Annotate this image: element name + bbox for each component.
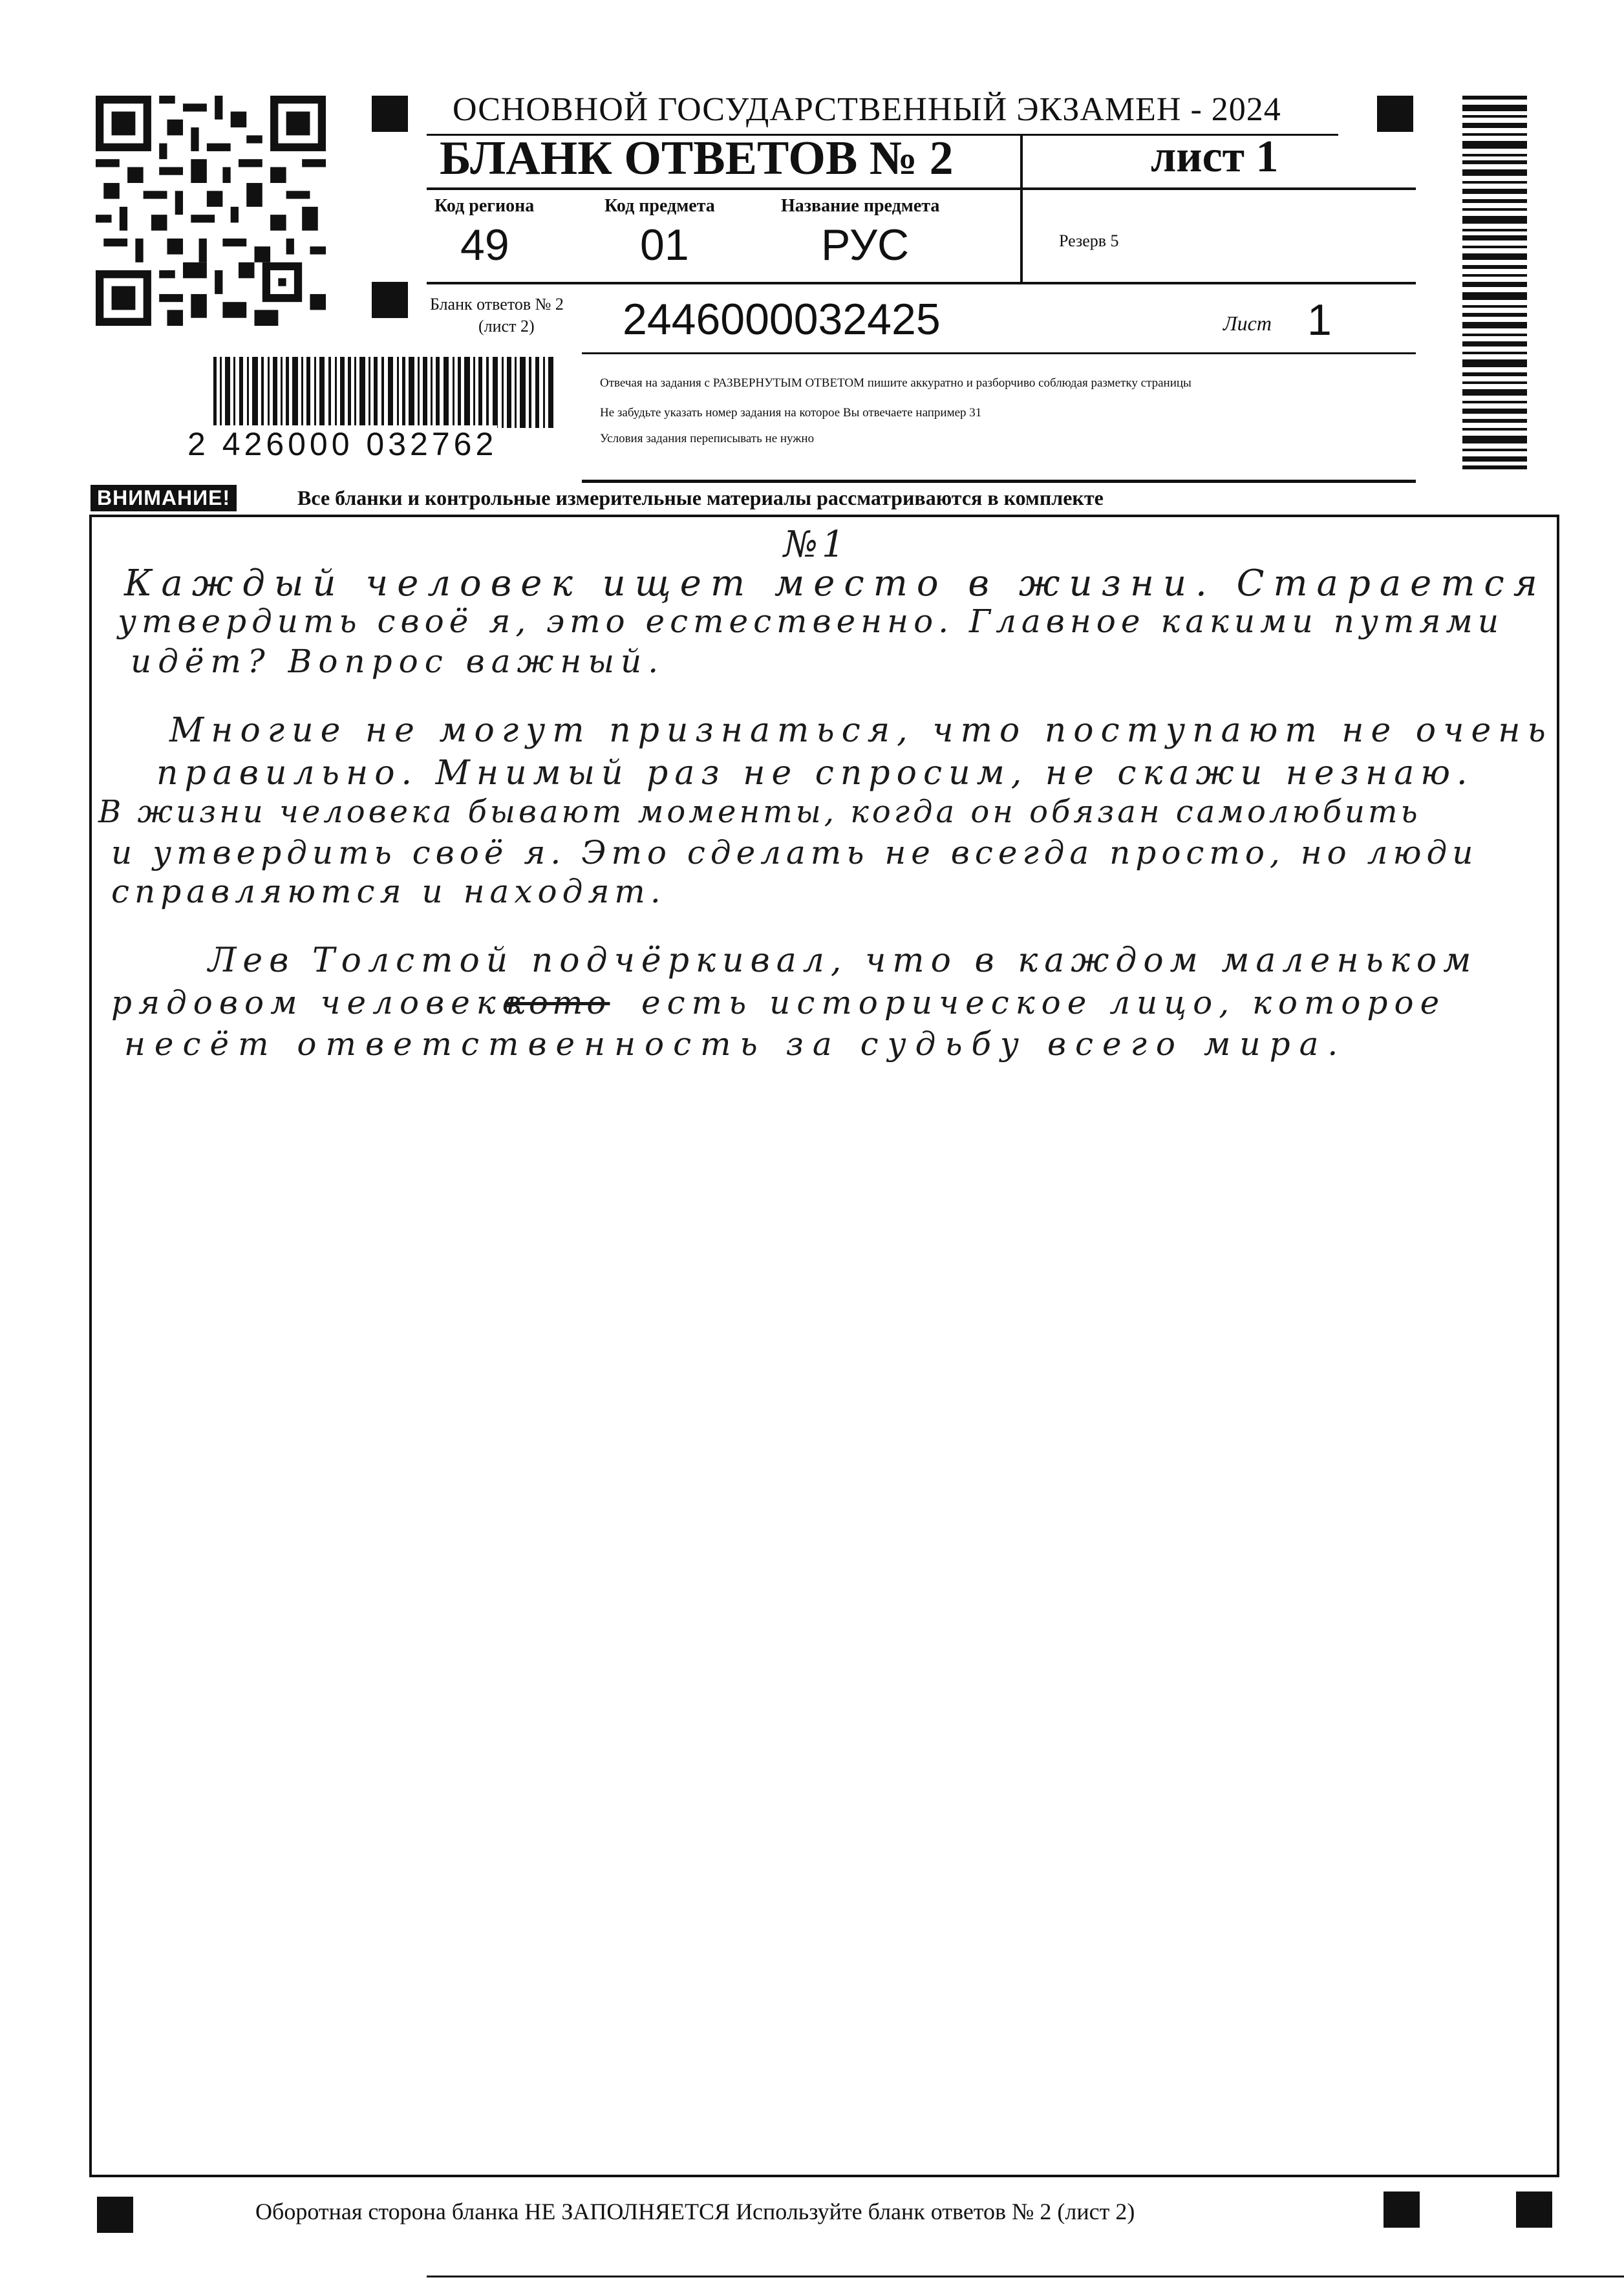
subject-name-value: РУС (821, 220, 910, 270)
answer-line: справляются и находят. (111, 873, 666, 910)
barcode-horizontal (213, 357, 556, 428)
subject-code-label: Код предмета (604, 196, 715, 216)
marker-square (1377, 96, 1413, 132)
form-ref-line2: (лист 2) (478, 317, 535, 336)
header-rule (427, 187, 1416, 190)
region-label: Код региона (434, 196, 535, 216)
marker-square (372, 96, 408, 132)
answer-line: идёт? Вопрос важный. (131, 643, 665, 680)
answer-line: Каждый человек ищет место в жизни. Старается (124, 562, 1546, 604)
instruction-line: Отвечая на задания с РАЗВЕРНУТЫМ ОТВЕТОМ пишите аккуратно и разборчиво соблюдая разметку страницы (600, 376, 1191, 390)
header-rule (427, 282, 1416, 284)
header-divider (1020, 136, 1023, 283)
task-number: №1 (784, 524, 849, 566)
instruction-line: Не забудьте указать номер задания на которое Вы отвечаете например 31 (600, 406, 982, 420)
answer-line: и утвердить своё я. Это сделать не всегда просто, но люди (111, 834, 1479, 871)
barcode-number: 2 426000 032762 (187, 426, 498, 462)
form-title: БЛАНК ОТВЕТОВ № 2 (440, 132, 954, 185)
footer-rule (427, 2276, 1624, 2277)
header-rule (582, 352, 1416, 354)
marker-square (1384, 2191, 1420, 2228)
marker-square (1516, 2191, 1552, 2228)
sheet-value: 1 (1307, 295, 1332, 345)
answer-area[interactable] (89, 515, 1559, 2177)
answer-line: утвердить своё я, это естественно. Главное какими путями (118, 602, 1504, 640)
crossed-out-word: кото (506, 984, 610, 1021)
exam-title: ОСНОВНОЙ ГОСУДАРСТВЕННЫЙ ЭКЗАМЕН - 2024 (453, 91, 1281, 128)
form-ref-line1: Бланк ответов № 2 (430, 295, 564, 314)
sheet-title: лист 1 (1151, 132, 1279, 182)
instruction-line: Условия задания переписывать не нужно (600, 432, 815, 445)
subject-code-value: 01 (640, 220, 689, 270)
answer-line: рядовом человеке (111, 984, 528, 1021)
barcode-vertical (1462, 96, 1527, 471)
answer-line: есть историческое лицо, которое (641, 984, 1446, 1021)
warning-text: Все бланки и контрольные измерительные материалы рассматриваются в комплекте (297, 486, 1104, 509)
answer-line: В жизни человека бывают моменты, когда он обязан самолюбить (98, 794, 1421, 830)
answer-line: Многие не могут признаться, что поступают не очень (169, 711, 1553, 750)
subject-name-label: Название предмета (781, 196, 940, 216)
region-value: 49 (460, 220, 509, 270)
marker-square (372, 282, 408, 318)
answer-line: несёт ответственность за судьбу всего мира. (124, 1025, 1347, 1063)
footer-note: Оборотная сторона бланка НЕ ЗАПОЛНЯЕТСЯ Используйте бланк ответов № 2 (лист 2) (255, 2199, 1135, 2224)
qr-code (96, 96, 326, 326)
answer-line: Лев Толстой подчёркивал, что в каждом маленьком (208, 941, 1478, 980)
form-number: 2446000032425 (623, 295, 941, 344)
answer-line: правильно. Мнимый раз не спросим, не скажи незнаю. (156, 754, 1474, 793)
marker-square (97, 2197, 133, 2233)
sheet-label: Лист (1223, 312, 1272, 335)
header-rule (582, 480, 1416, 483)
reserve-label: Резерв 5 (1059, 231, 1119, 250)
warning-badge: ВНИМАНИЕ! (91, 485, 237, 511)
